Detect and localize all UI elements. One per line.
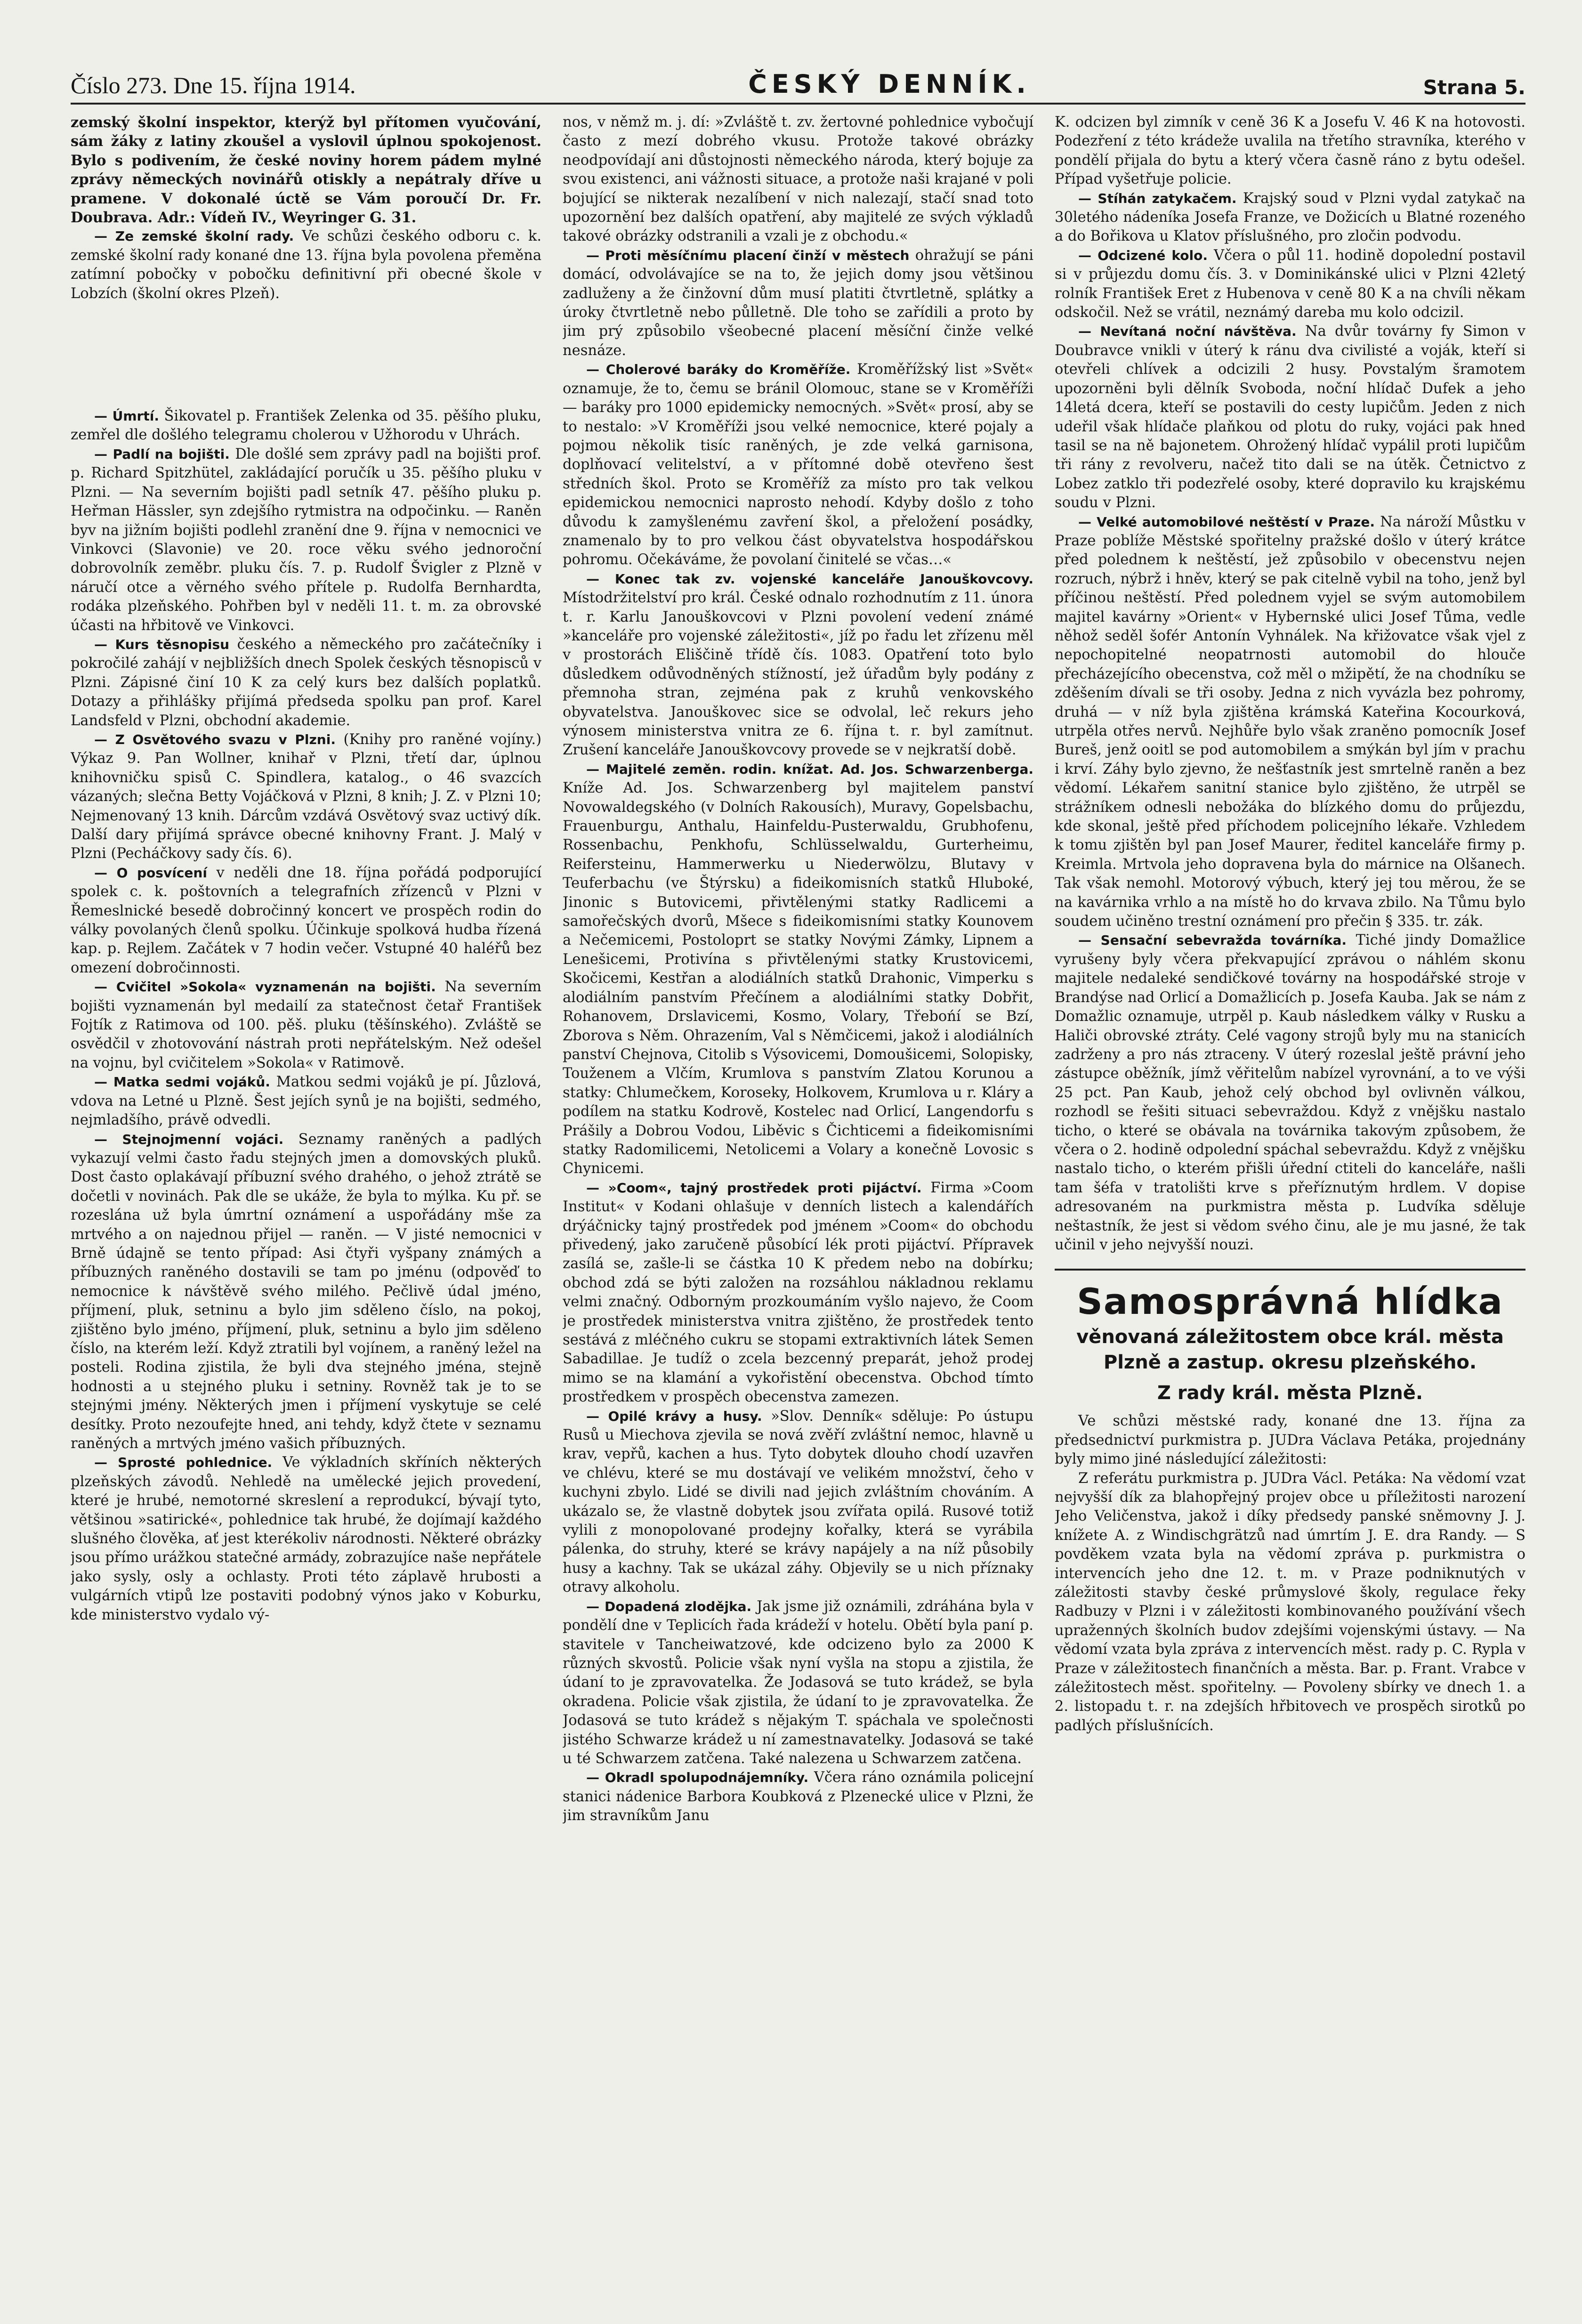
article-paragraph	[563, 760, 1033, 1179]
article-paragraph	[71, 1130, 541, 1454]
article-text: K. odcizen byl zimník v ceně 36 K a Josefu V. 46 K na hotovosti. Podezření z této krádeže uvalila na třetího stravníka, kterého v pondělí přijala do bytu a který včera časně ráno z bytu odešel. Případ vyšetřuje policie.	[1055, 114, 1526, 188]
article-paragraph	[71, 864, 541, 978]
article-text: (Knihy pro raněné vojíny.) Výkaz 9. Pan Wollner, knihař v Plzni, třetí dar, úplnou knihovničku spisů C. Spindlera, katalog., o 46 svazcích vázaných; slečna Betty Vojáčková v Plzni, 8 knih; J. Z. v Plzni 10; Nejmenovaný 13 knih. Dárcům vzdává Osvětový svaz uctivý dík. Další dary přijímá správce obecné knihovny Frant. J. Malý v Plzni (Pecháčkovy sady čís. 6).	[71, 731, 541, 862]
article-heading: — Nevítaná noční návštěva.	[1078, 324, 1297, 340]
article-paragraph	[71, 407, 541, 445]
article-heading: — Sensační sebevražda továrníka.	[1078, 932, 1347, 948]
article-heading: — »Coom«, tajný prostředek proti pijáctví.	[586, 1180, 922, 1196]
article-text: českého a německého pro začátečníky i pokročilé zahájí v nejbližších dnech Spolek českých těsnopisců v Plzni. Zápisné činí 10 K za celý kurs bez dalších poplatků. Dotazy a přihlášky přijímá předseda spolku pan prof. Karel Landsfeld v Plzni, obchodní akademie.	[71, 636, 541, 729]
article-paragraph	[1055, 189, 1526, 246]
article-paragraph	[1055, 322, 1526, 512]
issue-number-date: Číslo 273. Dne 15. října 1914.	[71, 72, 356, 98]
article-paragraph	[71, 445, 541, 635]
article-paragraph	[1055, 1412, 1526, 1469]
article-text: Včera o půl 11. hodině dopolední postavil si v průjezdu domu čís. 3. v Dominikánské ulici v Plzni 42letý rolník František Eret z Hubenova v ceně 80 K a na chvíli někam odskočil. Než se vrátil, neznámý dareba mu kolo odcizil.	[1055, 247, 1526, 321]
article-heading: — Kurs těsnopisu	[94, 636, 230, 652]
article-text: »Slov. Denník« sděluje: Po ústupu Rusů u Miechova zjevila se nová zvěří zvláštní nemoc, hlavně u krav, vepřů, kachen a hus. Tyto dobytek dlouho chodí uzavřen ve chlévu, které se mu dostávají ve velikém množství, čeho v kuchyni zbylo. Lidé se divili nad jejich zvláštním chováním. A ukázalo se, že vlastně dobytek jsou zvířata opilá. Rusové totiž vylili z monopolované prodejny kořalky, která se vyrábila pálenka, do struhy, které se krávy napájely a na níž působily husy a kachny. Tak se ukázal záhy. Objevily se u nich příznaky otravy alkoholu.	[563, 1408, 1033, 1596]
article-text: Jak jsme již oznámili, zdráhána byla v pondělí dne v Teplicích řada krádeží v hotelu. Obětí byla paní p. stavitele v Tancheiwatzové, kde odcizeno bylo za 2000 K různých skvostů. Policie však nyní vyšla na stopu a zjistila, že údaní to je zpravovatelka. Že Jodasová se tuto krádež, se byla okradena. Policie však zjistila, že údaní to je zpravovatelka. Že Jodasová se tuto krádež s nějakým T. spáchala ve společnosti jistého Schwarze krádež u ní zamestnavatelky. Jodasová se také u té Schwarzem zatčena. Také nalezena u Schwarzem zatčena.	[563, 1598, 1033, 1767]
article-text: Na nároží Můstku v Praze poblíže Městské spořitelny pražské došlo v úterý krátce před polednem k neštěstí, jež způsobilo v obecenstvu nejen rozruch, nýbrž i hněv, který se pak citelně vybil na toho, jenž byl příčinou neštěstí. Před polednem vyjel se svým automobilem majitel kavárny »Orient« v Hybernské ulici Josef Tůma, vedle něhož seděl šofér Antonín Vyhnálek. Na křižovatce však vjel z nepochopitelné neopatrnosti automobil do hlouče přecházejícího obecenstva, což měl o mžipětí, že na chodníku se zděšením dívali se tři osoby. Jedna z nich vyvázla bez pohromy, druhá — v níž byla zjištěna krámská Kateřina Kocourková, utrpěla otřes nervů. Nejhůře bylo však zraněno pomocník Josef Bureš, jenž ooitl se pod automobilem a smýkán byl jím v prachu i krví. Záhy bylo zjevno, že nešťastník jest smrtelně raněn a bez vědomí. Lékařem sanitní stanice bylo zjištěno, že utrpěl se strážníkem odnesli nebožáka do blízkého domu do průjezdu, kde skonal, ještě před příchodem policejního lékaře. Vzhledem k tomu zjištěn byl pan Josef Maurer, ředitel kanceláře firmy p. Kreimla. Mrtvola jeho dopravena byla do márnice na Olšanech. Tak však nemohl. Motorový výbuch, který jej tou měrou, že se na kavárnika vrhlo a na místě ho do krvava zbilo. Na Tůmu bylo soudem učiněno trestní oznámení pro přečin § 335. tr. zák.	[1055, 513, 1526, 930]
section-title: Samosprávná hlídka	[1077, 1280, 1503, 1323]
article-heading: — Ze zemské školní rady.	[94, 228, 294, 244]
article-heading: — Velké automobilové neštěstí v Praze.	[1078, 514, 1375, 530]
masthead	[71, 66, 1526, 105]
article-text: v neděli dne 18. října pořádá podporující spolek c. k. poštovních a telegrafních zřízenců v Plzni v Řemeslnické besedě dobročinný koncert ve prospěch rodin do války povolaných členů spolku. Účinkuje spolková hudba řízená kap. p. Rejlem. Začátek v 7 hodin večer. Vstupné 40 haléřů bez omezení dobročinnosti.	[71, 864, 541, 976]
article-paragraph	[563, 1768, 1033, 1825]
article-heading: — Matka sedmi vojáků.	[94, 1074, 270, 1090]
section-subtitle: věnovaná záležitostem obce král. města Plzně a zastup. okresu plzeňského.	[1076, 1326, 1504, 1374]
column-1	[71, 113, 541, 2298]
article-paragraph	[1055, 246, 1526, 323]
article-text: Ve výkladních skříních některých plzeňských závodů. Nehledě na umělecké jejich provedení, které je hrubé, nemotorné skreslení a reprodukcí, bývají tyto, většinou »satirické«, pohlednice tak hrubé, že dojímají každého slušného člověka, ať jest kterékoliv národnosti. Některé obrázky jsou přímo urážkou statečné armády, zobrazujíce naše nepřátele jako sysly, osly a ochlasty. Proti této záplavě hrubosti a vulgárních vtipů lze postaviti podobný výnos jako v Koburku, kde ministerstvo vydalo vý-	[71, 1454, 541, 1623]
article-text: Šikovatel p. František Zelenka od 35. pěšího pluku, zemřel dle došlého telegramu cholerou v Užhorodu v Uhrách.	[71, 408, 541, 444]
article-heading: — Odcizené kolo.	[1078, 247, 1208, 263]
article-text: ohražují se páni domácí, odvolávajíce se na to, že jejich domy jsou většinou zadluženy a že činžovní dům musí platiti čtvrtletně, splátky a úroky čtvrtletně nebo půlletně. Dle toho se zařídili a proto by jim prý způsobilo všeobecné placení měsíční činže velké nesnáze.	[563, 247, 1033, 359]
article-text: Seznamy raněných a padlých vykazují velmi často řadu stejných jmen a domovských pluků. Dost často oplakávají příbuzní svého drahého, o jehož ztrátě se dočetli v novinách. Pak dle se ukáže, že byla to mýlka. Ku př. se rozeslána už byla úmrtní oznámení a uspořádány mše za mrtvého a on najednou přijel — raněn. — V jisté nemocnici v Brně údajně se tento případ: Asi čtyři vyšpany známých a příbuzných raněného dostavili se tam po jménu (odpověď to nemocnice k návštěvě svého milého. Pečlivě údal jméno, příjmení, pluk, setninu a bylo jim sděleno číslo, na pokoj, zjištěno bylo jméno, příjmení, pluk, setninu a bylo jim sděleno číslo, na kterém leží. Když ztratili byl vojínem, a raněný ležel na posteli. Rodina zjistila, že byli dva stejného jména, stejně hodnosti a u stejného pluku i setniny. Rovněž tak je to se stejnými jmény. Některých jmen i příjmení vyskytuje se celé desítky. Proto nezoufejte hned, ani tehdy, když čtete v seznamu raněných a mrtvých jméno vašich příbuzných.	[71, 1131, 541, 1452]
columns	[71, 113, 1526, 2298]
article-heading: — Stejnojmenní vojáci.	[94, 1131, 284, 1147]
article-text: Na dvůr továrny fy Simon v Doubravce vnikli v úterý k ránu dva civilisté a voják, kteří si otevřeli chlívek a odcizili 2 husy. Povstalým šramotem upozorněni byli dělník Svoboda, noční hlídač Dufek a jeho 14letá dcera, kteří se postavili do cesty lupičům. Jeden z nich udeřil však hlídače plaňkou od plotu do ruky, vojáci pak hned tasil se na ně bajonetem. Ohrožený hlídač vypálil proti lupičům tři rány z revolveru, načež tito dali se na útěk. Četnictvo z Lobez zatklo tři podezřelé osoby, které dopravilo ku krajskému soudu v Plzni.	[1055, 323, 1526, 511]
article-paragraph	[563, 1407, 1033, 1597]
article-text: Z referátu purkmistra p. JUDra Václ. Petáka: Na vědomí vzat nejvyšší dík za blahopřejný projev obce u příležitosti narození Jeho Veličenstva, jakož i díky předsedy panské sněmovny J. J. knížete A. z Windischgrätzů nad úmrtím J. E. dra Randy. — S povděkem vzata byla na vědomí zpráva p. purkmistra o intervencích jeho dne 12. t. m. v Praze podniknutých v záležitosti stavby české průmyslové školy, regulace řeky Radbuzy v Plzni i v záležitosti kombinovaného používání všech upraženných školních budov zdejšími vojenskými ústavy. — Na vědomí vzata byla zpráva z intervencích měst. rady p. C. Rypla v Praze v záležitostech finančních a města. Bar. p. Frant. Vrabce v záležitostech měst. spořitelny. — Povoleny sbírky ve dnech 1. a 2. listopadu t. r. na zdejších hřbitovech ve prospěch sirotků po padlých příslušnících.	[1055, 1470, 1526, 1734]
article-heading: — Cvičitel »Sokola« vyznamenán na bojišti.	[94, 979, 436, 995]
article-paragraph	[563, 570, 1033, 760]
article-text: Ve schůzi městské rady, konané dne 13. října za předsednictví purkmistra p. JUDra Václava Petáka, projednány byly mimo jiné následující záležitosti:	[1055, 1413, 1526, 1468]
article-text: Ve schůzi českého odboru c. k. zemské školní rady konané dne 13. října byla povolena přeměna zatímní pobočky v pobočku definitivní při obecné škole v Lobzích (školní okres Plzeň).	[71, 228, 541, 302]
article-paragraph	[71, 1073, 541, 1130]
article-paragraph	[71, 113, 541, 227]
article-heading: — Úmrtí.	[94, 408, 159, 424]
article-heading: — Konec tak zv. vojenské kanceláře Janouškovcovy.	[586, 571, 1033, 587]
article-heading: — Majitelé zeměn. rodin. knížat. Ad. Jos. Schwarzenberga.	[586, 761, 1033, 777]
article-text: nos, v němž m. j. dí: »Zvláště t. zv. žertovné pohlednice vybočují často z mezí dobrého vkusu. Protože takové obrázky neodpovídají ani důstojnosti německého národa, který bojuje za svou existenci, ani vážnosti situace, a protože naši krajané v poli bojující se nikterak nezalíbení v nich nalezají, stačí snad toto upozornění bez dalších opatření, aby majitelé ze svých výkladů takové obrázky odstranili a vzali je z obchodu.«	[563, 114, 1033, 245]
newspaper-title: ČESKÝ DENNÍK.	[748, 69, 1031, 99]
article-paragraph	[563, 113, 1033, 246]
article-text: Kroměřížský list »Svět« oznamuje, že to, čemu se bránil Olomouc, stane se v Kroměříži — baráky pro 1000 epidemicky nemocných. »Svět« prosí, aby se to nestalo: »V Kroměříži jsou velké nemocnice, které pojaly a pojmou několik tisíc raněných, je zde velká garnisona, doplňovací velitelství, a v přítomné době otevřeno šest středních škol. Proto se Kroměříž za místo pro tak velkou epidemickou nemocnici naprosto nehodí. Kdyby došlo z toho důvodu k zamyšlenému zavření škol, a přeložení posádky, znamenalo by to pro velkou část obyvatelstva hospodářskou pohromu. Očekáváme, že povolaní činitelé se včas…«	[563, 361, 1033, 568]
article-paragraph	[1055, 113, 1526, 189]
article-text: zemský školní inspektor, kterýž byl přítomen vyučování, sám žáky z latiny zkoušel a vyslovil úplnou spokojenost. Bylo s podivením, že české noviny horem pádem mylné zprávy německých novinářů otiskly a nepátraly dříve u pramene. V dokonalé úctě se Vám poroučí Dr. Fr. Doubrava. Adr.: Vídeň IV., Weyringer G. 31.	[71, 114, 541, 227]
article-paragraph	[71, 730, 541, 864]
article-paragraph	[71, 978, 541, 1073]
article-paragraph	[1055, 513, 1526, 931]
article-paragraph	[1055, 1469, 1526, 1736]
article-paragraph	[563, 1597, 1033, 1769]
column-3	[1055, 113, 1526, 2298]
article-text: Na severním bojišti vyznamenán byl medailí za statečnost četař František Fojtík z Ratimova od 100. pěš. pluku (těšínského). Zvláště se osvědčil v zhotovování nástrah proti nepřátelským. Než odešel na vojnu, byl cvičitelem »Sokola« v Ratimově.	[71, 979, 541, 1071]
article-text: Kníže Ad. Jos. Schwarzenberg byl majitelem panství Novowaldegského (v Dolních Rakousích), Muravy, Gopelsbachu, Frauenburgu, Anthalu, Hainfeldu-Pusterwaldu, Grubhofenu, Rossenbachu, Penkhofu, Schlüsselwaldu, Gurterheimu, Reifersteinu, Hammerwerku u Niederwölzu, Blutavy v Teuferbachu (ve Štýrsku) a fideikomisních statků Hluboké, Jinonic s Butovicemi, přivtělenými statky Radlicemi a samořečských dvorů, Mšece s fideikomisními statky Kounovem a Nečemicemi, Postoloprt se statky Novými Zámky, Lipnem a Lenešicemi, Protivína s přivtělenými statky Krustovicemi, Skočicemi, Kestřan a alodiálních statků Drahonic, Vimperku s alodiálním panstvím Přečínem a alodiálními statky Dobřit, Rohanovem, Drslavicemi, Kosmo, Volary, Třebońí se Bzí, Zborova s Něm. Ohrazením, Val s Němčicemi, jakož i alodiálních panství Chejnova, Citolib s Výsovicemi, Domoušicemi, Solopisky, Touženem a Vlčím, Krumlova s panstvím Zlatou Korunou a statky: Chlumečkem, Koroseky, Holkovem, Krumlova u r. Kláry a podílem na statku Kodrově, Kostelec nad Orlicí, Langendorfu s Prášily a Dobrou Vodou, Liběvic s Čichticemi a fideikomisními statky Radomilicemi, Netolicemi a Volary a konečně Lovosic s Chynicemi.	[563, 780, 1033, 1177]
article-text: Dle došlé sem zprávy padl na bojišti prof. p. Richard Spitzhütel, zakládající poručík u 35. pěšího pluku v Plzni. — Na severním bojišti padl setník 47. pěšího pluku p. Heřman Hässler, syn zdejšího rytmistra na odpočinku. — Raněn byv na jižním bojišti podlehl zranění dne 9. října v nemocnici ve Vinkovci (Slavonie) ve 20. roce věku svého jednoroční dobrovolník zeměbr. pluku čís. 7. p. Rudolf Švigler z Plzně v náručí otce a věrného svého přítele p. Rudolfa Bernhardta, rodáka plzeňského. Pohřben byl v neděli 11. t. m. za obrovské účasti na hřbitově ve Vinkovci.	[71, 445, 541, 634]
article-paragraph	[71, 635, 541, 730]
page-number: Strana 5.	[1423, 76, 1526, 99]
article-paragraph	[563, 246, 1033, 360]
article-paragraph	[71, 1453, 541, 1625]
article-paragraph	[563, 1179, 1033, 1407]
article-heading: — Opilé krávy a husy.	[586, 1408, 762, 1424]
article-text: Matkou sedmi vojáků je pí. Jůzlová, vdova na Letné u Plzně. Šest jejích synů je na bojišti, sedmého, nejmladšího, právě odvedli.	[71, 1074, 541, 1129]
article-heading: — Dopadená zlodějka.	[586, 1598, 752, 1614]
article-heading: — Padlí na bojišti.	[94, 446, 230, 462]
article-heading: — Okradl spolupodnájemníky.	[586, 1770, 809, 1786]
article-text: Včera ráno oznámila policejní stanici nádenice Barbora Koubková z Plzenecké ulice v Plzni, že jim stravníkům Janu	[563, 1769, 1033, 1824]
article-heading: — Cholerové baráky do Kroměříže.	[586, 362, 851, 378]
column-2	[563, 113, 1033, 2298]
article-heading: — Sprosté pohlednice.	[94, 1455, 273, 1471]
section-header-box	[1055, 1269, 1526, 1407]
article-heading: — Proti měsíčnímu placení činží v městech	[586, 247, 910, 263]
article-text: Místodržitelství pro král. České odnalo rozhodnutím z 11. února t. r. Karlu Janouškovcovi v Plzni povolení vedení známé »kanceláře pro vojenské záležitosti«, jíž po řadu let zřízenu měl v prostorách Eliščině třídě čís. 1083. Opatření toto bylo důsledkem odůvodněných stížností, jež úřadům byly podány z přemnoha stran, zejména pak z kruhů venkovského obyvatelstva. Janouškovec sice se odvolal, leč rekurs jeho výnosem ministerstva vnitra ze 6. října t. r. byl zamítnut. Zrušení kanceláře Janouškovcovy provede se v nejkratší době.	[563, 590, 1033, 759]
article-heading: — Z Osvětového svazu v Plzni.	[94, 731, 336, 747]
article-text: Firma »Coom Institut« v Kodani ohlašuje v denních listech a kalendářích drýáčnicky tajný prostředek pod jménem »Coom« do obchodu přivedený, jako zaručeně působící lék proti pijáctví. Přípravek zasílá se, zašle-li se částka 10 K předem nebo na dobírku; obchod zdá se býti založen na rozsáhlou nákladnou reklamu velmi značný. Odborným prozkoumáním vyšlo najevo, že Coom je prostředek ministerstva vnitra zjištěno, že prostředek tento sestává z mléčného cukru se stopami extraktivních látek Semen Sabadillae. Je tudíž o zcela bezcenný preparát, jehož prodej mimo se na klamání a vykořistění obecenstva. Obchod tímto prostředkem v prospěch obecenstva zamezen.	[563, 1179, 1033, 1406]
article-heading: — O posvícení	[94, 865, 207, 881]
section-subheading: Z rady král. města Plzně.	[1157, 1382, 1423, 1404]
article-paragraph	[1055, 931, 1526, 1255]
article-paragraph	[71, 227, 541, 303]
article-paragraph	[563, 360, 1033, 569]
article-text: Krajský soud v Plzni vydal zatykač na 30letého nádeníka Josefa Franze, ve Dožicích u Blatné rozeného a do Bořikova u Klatov příslušného, pro zločin podvodu.	[1055, 190, 1526, 245]
article-text: Tiché jindy Domažlice vyrušeny byly včera překvapující zprávou o náhlém skonu majitele nedaleké sendičkové továrny na hospodářské stroje v Brandýse nad Orlicí a Domažlicích p. Josefa Kauba. Jak se nám z Domažlic oznamuje, utrpěl p. Kaub následkem války v Rusku a Haliči obrovské ztráty. Celé vagony strojů byly mu na stanicích zadrženy a pro nás ztraceny. V úterý rozeslal ještě právní jeho zástupce oběžník, jímž věřitelům nabízel vyrovnání, a to ve výši 25 pct. Pan Kaub, jehož celý obchod byl ovlivněn válkou, rozhodl se řešiti situaci sebevraždou. Když z vnějšku nastalo ticho, o které se obávala na továrnika takovým způsobem, že včera o 2. hodině odpolední spáchal sebevraždu. Když z vnějšku nastalo ticho, o kterém přišli úřední ctiteli do kanceláře, našli tam šéfa v tratolišti krve s přeříznutým hrdlem. V dopise adresovaném na purkmistra města p. Ludvíka sděluje neštastník, že jest si vědom svého činu, ale je mu jasné, že tak učinil v jeho nejvyšší nouzi.	[1055, 932, 1526, 1253]
article-heading: — Stíhán zatykačem.	[1078, 190, 1237, 206]
